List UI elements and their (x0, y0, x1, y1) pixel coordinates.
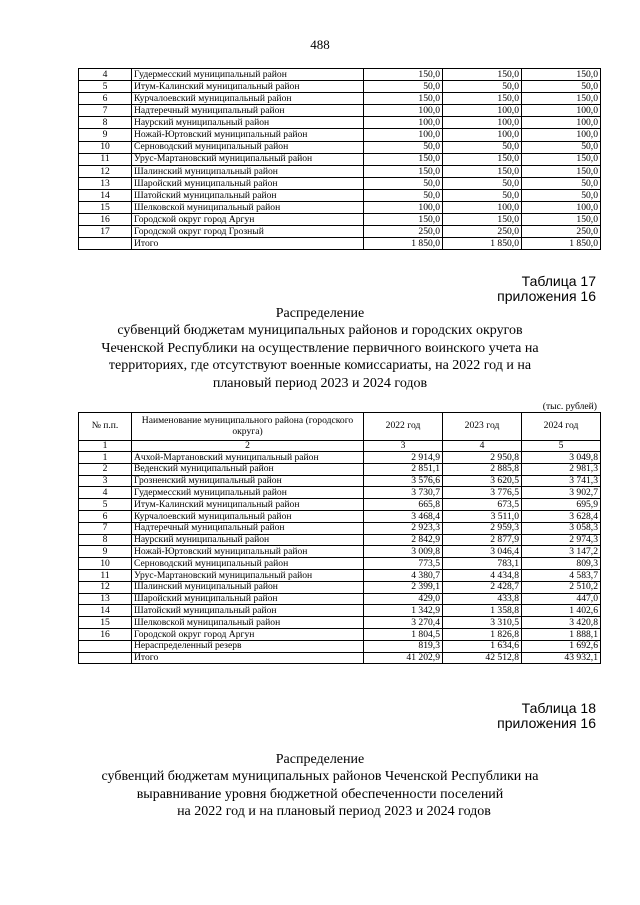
value-2024: 1 850,0 (522, 238, 601, 250)
table-header-row (79, 413, 601, 441)
value-2022: 429,0 (364, 593, 443, 605)
value-2022: 41 202,9 (364, 652, 443, 664)
municipality-name: Надтеречный муниципальный район (132, 522, 364, 534)
municipality-name: Наурский муниципальный район (132, 534, 364, 546)
value-2024: 50,0 (522, 81, 601, 93)
row-number: 10 (79, 558, 132, 570)
value-2024: 3 058,3 (522, 522, 601, 534)
value-2023: 150,0 (443, 93, 522, 105)
row-number: 5 (79, 81, 132, 93)
row-number: 6 (79, 510, 132, 522)
municipality-name: Городской округ город Аргун (132, 628, 364, 640)
table-row (79, 165, 601, 177)
municipality-name: Итого (132, 652, 364, 664)
municipality-name: Шаройский муниципальный район (132, 593, 364, 605)
row-number: 13 (79, 593, 132, 605)
value-2024: 2 974,3 (522, 534, 601, 546)
municipality-name: Серноводский муниципальный район (132, 141, 364, 153)
value-2023: 2 950,8 (443, 452, 522, 464)
table-18-title (0, 751, 640, 821)
municipality-name: Гудермесский муниципальный район (132, 69, 364, 81)
value-2023: 4 434,8 (443, 569, 522, 581)
row-number: 14 (79, 189, 132, 201)
municipality-name: Ачхой-Мартановский муниципальный район (132, 452, 364, 464)
table-row (79, 558, 601, 570)
col-number: 2 (132, 441, 364, 452)
page-number: 488 (310, 37, 330, 52)
value-2022: 2 399,1 (364, 581, 443, 593)
municipality-name: Шаройский муниципальный район (132, 177, 364, 189)
header-2022: 2022 год (364, 413, 443, 441)
value-2023: 1 634,6 (443, 640, 522, 652)
municipality-name: Шатойский муниципальный район (132, 189, 364, 201)
municipality-name: Итум-Калинский муниципальный район (132, 81, 364, 93)
row-number: 3 (79, 475, 132, 487)
value-2022: 3 468,4 (364, 510, 443, 522)
municipality-name: Городской округ город Грозный (132, 226, 364, 238)
table-row (79, 105, 601, 117)
value-2022: 4 380,7 (364, 569, 443, 581)
value-2022: 3 576,6 (364, 475, 443, 487)
value-2022: 50,0 (364, 189, 443, 201)
row-number: 8 (79, 117, 132, 129)
value-2023: 1 826,8 (443, 628, 522, 640)
value-2022: 100,0 (364, 202, 443, 214)
table-row (79, 69, 601, 81)
col-number: 1 (79, 441, 132, 452)
value-2023: 100,0 (443, 129, 522, 141)
title-line: субвенций бюджетам муниципальных районов и городских округов (117, 323, 523, 339)
table-continuation (78, 68, 601, 250)
value-2024: 100,0 (522, 117, 601, 129)
value-2023: 42 512,8 (443, 652, 522, 664)
value-2022: 819,3 (364, 640, 443, 652)
value-2023: 50,0 (443, 81, 522, 93)
value-2023: 250,0 (443, 226, 522, 238)
value-2024: 3 420,8 (522, 617, 601, 629)
value-2024: 447,0 (522, 593, 601, 605)
value-2023: 3 776,5 (443, 487, 522, 499)
value-2022: 50,0 (364, 81, 443, 93)
row-number: 16 (79, 628, 132, 640)
row-number: 1 (79, 452, 132, 464)
table-row (79, 581, 601, 593)
municipality-name: Урус-Мартановский муниципальный район (132, 569, 364, 581)
row-number: 11 (79, 153, 132, 165)
value-2024: 50,0 (522, 177, 601, 189)
value-2024: 150,0 (522, 165, 601, 177)
value-2022: 773,5 (364, 558, 443, 570)
value-2023: 50,0 (443, 177, 522, 189)
table-row (79, 226, 601, 238)
municipality-name: Шелковской муниципальный район (132, 617, 364, 629)
value-2022: 100,0 (364, 117, 443, 129)
value-2023: 673,5 (443, 499, 522, 511)
value-2024: 150,0 (522, 153, 601, 165)
value-2024: 695,9 (522, 499, 601, 511)
row-number: 5 (79, 499, 132, 511)
units-label: (тыс. рублей) (542, 401, 597, 412)
value-2024: 250,0 (522, 226, 601, 238)
value-2022: 2 914,9 (364, 452, 443, 464)
row-number: 10 (79, 141, 132, 153)
row-number: 4 (79, 69, 132, 81)
table-row (79, 617, 601, 629)
value-2022: 3 270,4 (364, 617, 443, 629)
table-row (79, 93, 601, 105)
municipality-name: Шатойский муниципальный район (132, 605, 364, 617)
value-2024: 150,0 (522, 93, 601, 105)
table-row (79, 499, 601, 511)
value-2024: 43 932,1 (522, 652, 601, 664)
value-2023: 2 959,3 (443, 522, 522, 534)
value-2022: 665,8 (364, 499, 443, 511)
municipality-name: Нераспределенный резерв (132, 640, 364, 652)
title-line: плановый период 2023 и 2024 годов (212, 375, 428, 391)
table-row (79, 153, 601, 165)
value-2024: 4 583,7 (522, 569, 601, 581)
value-2022: 100,0 (364, 105, 443, 117)
table-row (79, 117, 601, 129)
value-2024: 3 741,3 (522, 475, 601, 487)
municipality-name: Ножай-Юртовский муниципальный район (132, 129, 364, 141)
value-2024: 150,0 (522, 214, 601, 226)
table-row (79, 652, 601, 664)
municipality-name: Шалинский муниципальный район (132, 165, 364, 177)
table-row (79, 534, 601, 546)
municipality-name: Итум-Калинский муниципальный район (132, 499, 364, 511)
value-2022: 1 850,0 (364, 238, 443, 250)
value-2022: 1 342,9 (364, 605, 443, 617)
value-2022: 2 851,1 (364, 463, 443, 475)
value-2022: 150,0 (364, 93, 443, 105)
municipality-name: Веденский муниципальный район (132, 463, 364, 475)
municipality-name: Шалинский муниципальный район (132, 581, 364, 593)
row-number: 7 (79, 522, 132, 534)
table-row (79, 475, 601, 487)
municipality-name: Городской округ город Аргун (132, 214, 364, 226)
value-2024: 3 049,8 (522, 452, 601, 464)
table-row (79, 238, 601, 250)
value-2022: 150,0 (364, 69, 443, 81)
value-2024: 3 147,2 (522, 546, 601, 558)
value-2023: 150,0 (443, 69, 522, 81)
row-number: 16 (79, 214, 132, 226)
table-row (79, 189, 601, 201)
row-number: 15 (79, 617, 132, 629)
table-row (79, 141, 601, 153)
row-number: 11 (79, 569, 132, 581)
title-line: Чеченской Республики на осуществление первичного воинского учета на (101, 340, 539, 356)
value-2022: 150,0 (364, 165, 443, 177)
value-2024: 100,0 (522, 202, 601, 214)
row-number: 2 (79, 463, 132, 475)
value-2024: 1 692,6 (522, 640, 601, 652)
value-2023: 3 310,5 (443, 617, 522, 629)
table-17-appendix: приложения 16 (497, 288, 596, 304)
row-number: 9 (79, 546, 132, 558)
table-18-label: Таблица 18 (521, 700, 596, 716)
table-row (79, 202, 601, 214)
title-line: на 2022 год и на плановый период 2023 и 2024 годов (177, 804, 491, 820)
table-18-appendix: приложения 16 (497, 715, 596, 731)
header-name: Наименование муниципального района (городского округа) (132, 413, 364, 441)
row-number: 4 (79, 487, 132, 499)
value-2024: 100,0 (522, 105, 601, 117)
table-17 (78, 412, 601, 664)
table-row (79, 214, 601, 226)
row-number: 12 (79, 581, 132, 593)
value-2024: 150,0 (522, 69, 601, 81)
value-2023: 100,0 (443, 117, 522, 129)
value-2023: 150,0 (443, 153, 522, 165)
municipality-name: Курчалоевский муниципальный район (132, 510, 364, 522)
value-2024: 100,0 (522, 129, 601, 141)
row-number: 6 (79, 93, 132, 105)
row-number: 14 (79, 605, 132, 617)
value-2023: 100,0 (443, 105, 522, 117)
value-2022: 150,0 (364, 153, 443, 165)
table-row (79, 640, 601, 652)
value-2022: 2 842,9 (364, 534, 443, 546)
row-number: 15 (79, 202, 132, 214)
value-2023: 1 850,0 (443, 238, 522, 250)
header-num: № п.п. (79, 413, 132, 441)
table-17-label: Таблица 17 (521, 273, 596, 289)
value-2024: 809,3 (522, 558, 601, 570)
table-row (79, 463, 601, 475)
column-number-row (79, 441, 601, 452)
municipality-name: Серноводский муниципальный район (132, 558, 364, 570)
value-2024: 1 402,6 (522, 605, 601, 617)
municipality-name: Наурский муниципальный район (132, 117, 364, 129)
value-2023: 2 885,8 (443, 463, 522, 475)
table-row (79, 487, 601, 499)
value-2023: 100,0 (443, 202, 522, 214)
table-row (79, 628, 601, 640)
value-2022: 1 804,5 (364, 628, 443, 640)
value-2022: 50,0 (364, 141, 443, 153)
municipality-name: Итого (132, 238, 364, 250)
value-2023: 433,8 (443, 593, 522, 605)
row-number (79, 238, 132, 250)
value-2024: 50,0 (522, 141, 601, 153)
header-2023: 2023 год (443, 413, 522, 441)
table-17-title (0, 305, 640, 392)
value-2023: 1 358,8 (443, 605, 522, 617)
value-2023: 150,0 (443, 214, 522, 226)
value-2023: 783,1 (443, 558, 522, 570)
value-2024: 3 628,4 (522, 510, 601, 522)
value-2022: 100,0 (364, 129, 443, 141)
row-number (79, 640, 132, 652)
value-2023: 50,0 (443, 141, 522, 153)
value-2024: 2 981,3 (522, 463, 601, 475)
title-line: Распределение (275, 306, 365, 321)
value-2023: 3 046,4 (443, 546, 522, 558)
municipality-name: Урус-Мартановский муниципальный район (132, 153, 364, 165)
value-2024: 2 510,2 (522, 581, 601, 593)
table-continuation-body (79, 69, 601, 250)
value-2023: 50,0 (443, 189, 522, 201)
row-number: 7 (79, 105, 132, 117)
row-number: 13 (79, 177, 132, 189)
municipality-name: Надтеречный муниципальный район (132, 105, 364, 117)
value-2023: 3 620,5 (443, 475, 522, 487)
row-number (79, 652, 132, 664)
table-row (79, 605, 601, 617)
municipality-name: Шелковской муниципальный район (132, 202, 364, 214)
row-number: 12 (79, 165, 132, 177)
row-number: 17 (79, 226, 132, 238)
value-2023: 150,0 (443, 165, 522, 177)
table-row (79, 569, 601, 581)
value-2022: 3 009,8 (364, 546, 443, 558)
municipality-name: Курчалоевский муниципальный район (132, 93, 364, 105)
value-2022: 250,0 (364, 226, 443, 238)
value-2022: 3 730,7 (364, 487, 443, 499)
table-row (79, 593, 601, 605)
value-2024: 50,0 (522, 189, 601, 201)
municipality-name: Гудермесский муниципальный район (132, 487, 364, 499)
title-line: территориях, где отсутствуют военные комиссариаты, на 2022 год и на (108, 358, 532, 374)
table-row (79, 522, 601, 534)
row-number: 9 (79, 129, 132, 141)
table-row (79, 81, 601, 93)
value-2023: 2 877,9 (443, 534, 522, 546)
table-17-body (79, 452, 601, 664)
municipality-name: Ножай-Юртовский муниципальный район (132, 546, 364, 558)
table-row (79, 177, 601, 189)
value-2022: 2 923,3 (364, 522, 443, 534)
table-row (79, 546, 601, 558)
title-line: субвенций бюджетам муниципальных районов Чеченской Республики на (101, 769, 539, 785)
title-line: выравнивание уровня бюджетной обеспеченности поселений (136, 786, 504, 802)
value-2024: 3 902,7 (522, 487, 601, 499)
col-number: 3 (364, 441, 443, 452)
col-number: 4 (443, 441, 522, 452)
table-row (79, 510, 601, 522)
value-2023: 3 511,0 (443, 510, 522, 522)
row-number: 8 (79, 534, 132, 546)
header-2024: 2024 год (522, 413, 601, 441)
col-number: 5 (522, 441, 601, 452)
value-2024: 1 888,1 (522, 628, 601, 640)
value-2023: 2 428,7 (443, 581, 522, 593)
municipality-name: Грозненский муниципальный район (132, 475, 364, 487)
table-row (79, 129, 601, 141)
title-line: Распределение (275, 752, 365, 767)
value-2022: 50,0 (364, 177, 443, 189)
table-row (79, 452, 601, 464)
value-2022: 150,0 (364, 214, 443, 226)
